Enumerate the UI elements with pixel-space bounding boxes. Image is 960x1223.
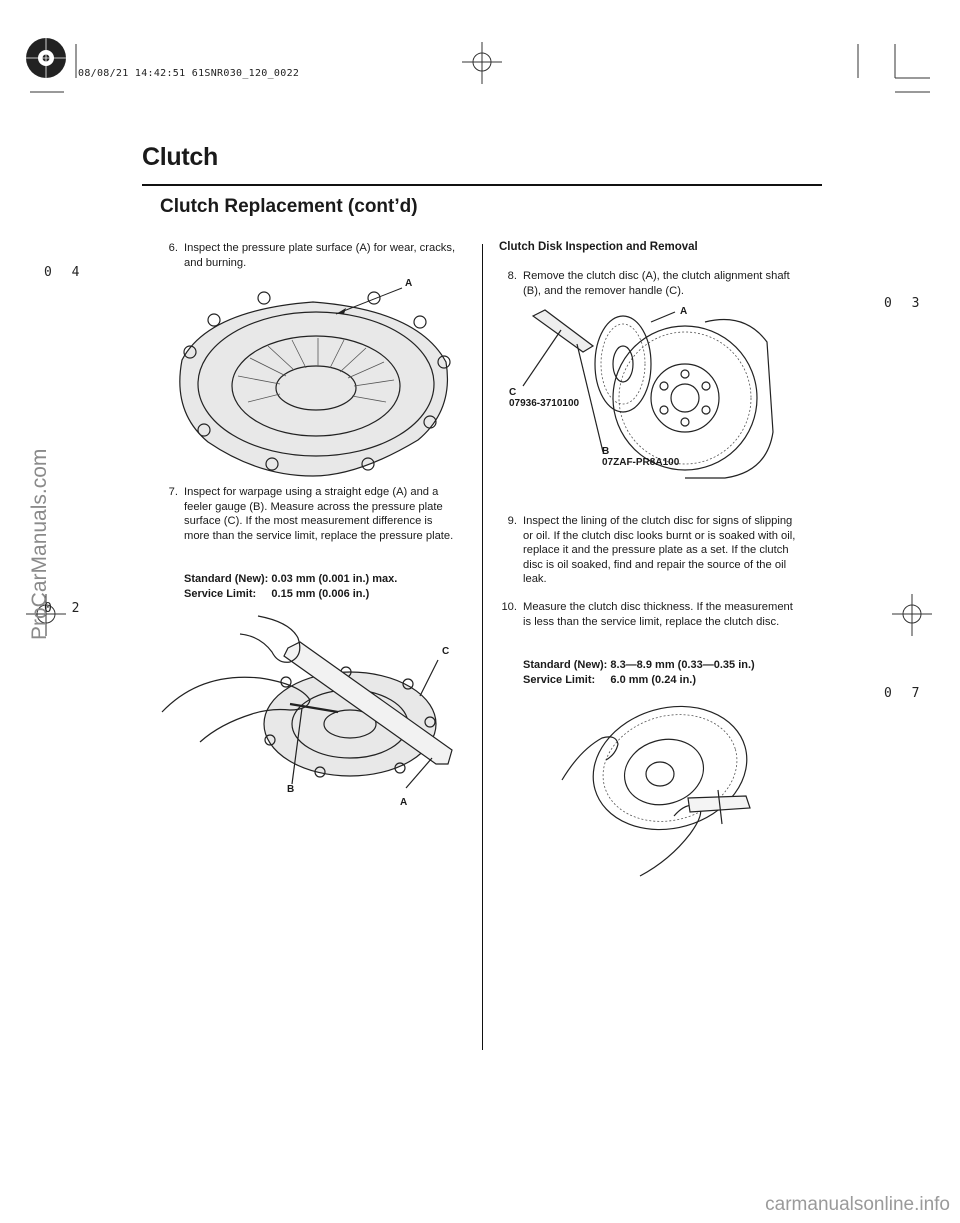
- margin-code: 0 4: [44, 265, 86, 280]
- section-heading: Clutch Replacement (cont’d): [160, 196, 418, 217]
- crosshair-icon: [892, 594, 932, 636]
- step-6: [160, 241, 460, 270]
- step-text: Measure the clutch disc thickness. If the measurement is less than the service limit, replace the clutch disc.: [523, 601, 793, 628]
- hand-left: [562, 737, 618, 780]
- clutch-disc: [595, 316, 651, 412]
- step-number: 9.: [507, 515, 517, 527]
- step-text: Inspect the pressure plate surface (A) for wear, cracks, and burning.: [184, 242, 456, 269]
- spec-service-limit: Service Limit: 0.15 mm (0.006 in.): [184, 588, 370, 600]
- step-text: Remove the clutch disc (A), the clutch alignment shaft (B), and the remover handle (C).: [523, 270, 790, 297]
- margin-code: 0 3: [884, 296, 926, 311]
- crosshair-icon: [462, 42, 502, 84]
- spec-standard: Standard (New): 0.03 mm (0.001 in.) max.: [184, 573, 398, 585]
- flywheel-bolts: [660, 370, 710, 426]
- step-8: [499, 269, 799, 298]
- spec-standard: Standard (New): 8.3—8.9 mm (0.33—0.35 in.): [523, 659, 755, 671]
- part-number-alignment-shaft: 07ZAF-PR8A100: [602, 457, 680, 468]
- subsection-title: Clutch Disk Inspection and Removal: [499, 241, 698, 253]
- watermark-bottom[interactable]: carmanualsonline.info: [765, 1194, 950, 1215]
- step-number: 6.: [168, 242, 178, 254]
- column-divider: [482, 244, 483, 1050]
- step-number: 10.: [501, 601, 517, 613]
- margin-code: 0 2: [44, 601, 86, 616]
- hand-bottom: [640, 805, 701, 876]
- alignment-shaft: [533, 310, 593, 352]
- transmission-housing: [685, 320, 773, 479]
- step-text: Inspect for warpage using a straight edge (A) and a feeler gauge (B). Measure across the pressure plate surface (C). If the most measurement difference is more than the service limit, replace the pressure plate.: [184, 486, 454, 542]
- step-number: 8.: [507, 270, 517, 282]
- disc-thickness-illustration: [560, 700, 760, 880]
- warpage-check-illustration: [160, 612, 460, 812]
- title-divider: [142, 184, 822, 186]
- step-number: 7.: [168, 486, 178, 498]
- figure-label-a: A: [400, 797, 408, 808]
- figure-label-b: B: [287, 784, 295, 795]
- page-title: Clutch: [142, 143, 218, 171]
- margin-code: 0 7: [884, 686, 926, 701]
- spec-service-limit: Service Limit: 6.0 mm (0.24 in.): [523, 674, 697, 686]
- step-7: [160, 485, 460, 543]
- figure-label-c: C: [509, 387, 517, 398]
- figure-label-a: A: [405, 278, 413, 289]
- step-9: [499, 514, 799, 587]
- figure-label-b: B: [602, 446, 610, 457]
- figure-label-c: C: [442, 646, 450, 657]
- clutch-disc-removal-illustration: [505, 302, 795, 482]
- registration-target-icon: [18, 30, 74, 86]
- pressure-plate-illustration: [168, 280, 458, 480]
- clutch-disc: [578, 700, 760, 847]
- part-number-remover-handle: 07936-3710100: [509, 398, 580, 409]
- step-text: Inspect the lining of the clutch disc for signs of slipping or oil. If the clutch disc looks burnt or is soaked with oil, replace it and the pressure plate as a set. If the clutch disc is oil soaked, find and repair the source of the oil leak.: [523, 515, 796, 586]
- step-10: [499, 600, 799, 629]
- figure-label-a: A: [680, 306, 688, 317]
- print-stamp: 08/08/21 14:42:51 61SNR030_120_0022: [78, 68, 300, 79]
- watermark-side[interactable]: ProCarManuals.com: [28, 448, 51, 640]
- leader-line: [336, 288, 402, 314]
